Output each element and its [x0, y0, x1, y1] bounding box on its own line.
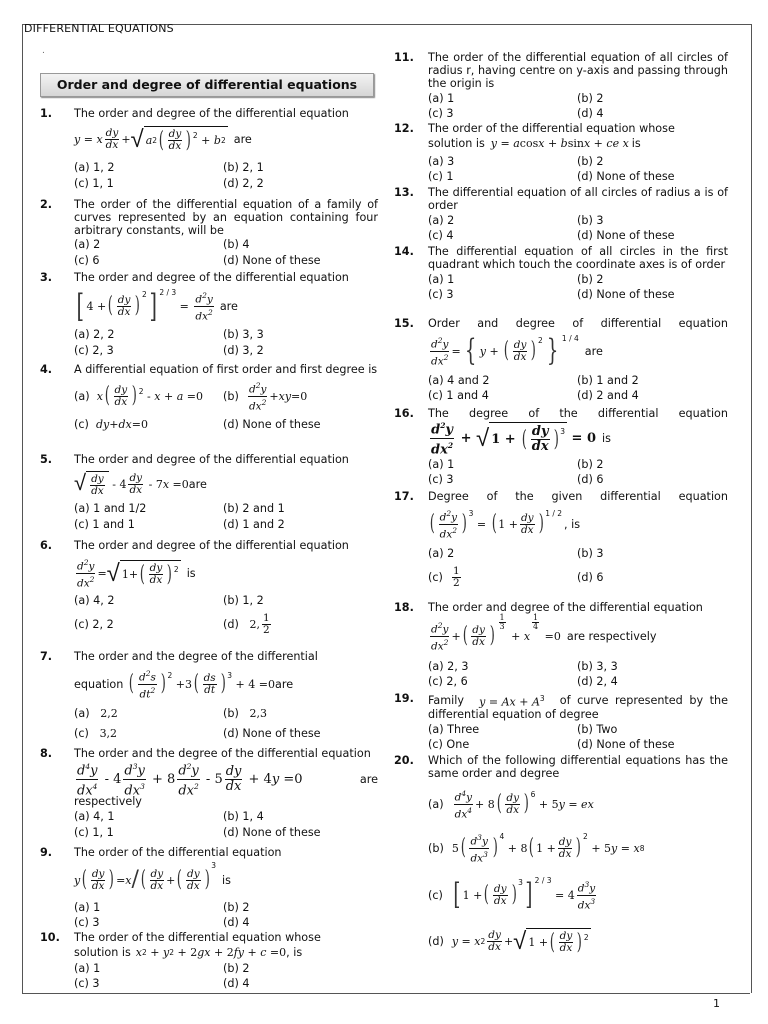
question-18 — [394, 601, 728, 688]
equation-suffix: are — [233, 132, 252, 146]
equation-suffix: , is — [564, 517, 581, 531]
option-b[interactable]: (b) 2,3 — [223, 707, 268, 720]
question-6 — [40, 539, 378, 637]
option-b[interactable]: (b) 2 — [223, 901, 250, 914]
option-b[interactable]: (b) 3, 3 — [577, 660, 618, 673]
option-c[interactable]: (c) 1, 1 — [74, 826, 114, 839]
question-text: The order of the differential equation of all circles of radius r, having centre on y-axis and passing through the origin is — [428, 51, 728, 90]
question-number: 13. — [394, 186, 414, 199]
option-c[interactable]: (c) 2, 2 — [74, 617, 114, 631]
equation-suffix: is — [631, 137, 641, 150]
equation: √ $\frac{dy}{dx}$ - 4 $\frac{dy}{dx}$ - 7 x =0 are — [74, 471, 207, 497]
question-19 — [394, 692, 728, 751]
equation: [ 4 + ( $\frac{dy}{dx}$ ) $^2$ ] $^{2 / 3}$ = $\frac{d^2y}{dx^2}$ are — [76, 287, 238, 325]
option-b[interactable]: (b) $\frac{d^2y}{dx^2}$ + xy =0 — [223, 381, 308, 412]
question-3 — [40, 271, 378, 357]
option-d[interactable]: (d) 2, 4 — [577, 675, 618, 688]
option-d[interactable]: (d) 2 and 4 — [577, 389, 639, 402]
equation: $\frac{d^2y}{dx^2}$ + ( $\frac{dy}{dx}$ ) $\frac{1}{3}$ + x $\frac{1}{4}$ =0 are respectively — [431, 613, 657, 652]
option-c[interactable]: (c) 2, 3 — [74, 344, 114, 357]
option-a[interactable]: (a) 1, 2 — [74, 161, 115, 174]
option-b[interactable]: (b) 3 — [577, 547, 604, 560]
question-text: The order and degree of the differential equation — [428, 601, 703, 614]
equation-suffix: are — [219, 299, 238, 313]
question-number: 18. — [394, 601, 414, 614]
equation-suffix: , is — [286, 945, 303, 959]
option-a[interactable]: (a) 4, 1 — [74, 810, 115, 823]
options — [74, 418, 378, 431]
options — [428, 214, 728, 242]
question-text: The order of the differential equation whose — [428, 122, 675, 135]
option-b[interactable]: (b) 3 — [577, 214, 604, 227]
option-b[interactable]: (b) 2 — [577, 458, 604, 471]
question-text: A differential equation of first order and first degree is — [74, 363, 378, 376]
equation: $\frac{d^4y}{dx^4}$ - 4 $\frac{d^3y}{dx^3}$ + 8 $\frac{d^2y}{dx^2}$ - 5 $\frac{dy}{dx}$ + 4 y =0 are — [77, 762, 378, 798]
option-d[interactable]: (d) 3, 2 — [223, 344, 264, 357]
question-number: 16. — [394, 407, 414, 420]
option-d[interactable]: (d) None of these — [577, 288, 675, 301]
option-b[interactable]: (b) 2 — [223, 962, 250, 975]
option-c[interactable]: (c) 2, 6 — [428, 675, 468, 688]
question-number: 11. — [394, 51, 414, 64]
question-text: differential equation of degree — [428, 708, 599, 721]
option-b[interactable]: (b) 2 and 1 — [223, 502, 285, 515]
question-number: 7. — [40, 650, 53, 663]
option-c[interactable]: (c) [ 1 + ( $\frac{dy}{dx}$ ) $^3$ ] $^{2 / 3}$ = 4 $\frac{d^3y}{dx^3}$ — [428, 876, 596, 912]
options — [428, 374, 728, 402]
question-text: The degree of the differential equation — [428, 407, 728, 420]
options — [74, 810, 378, 839]
equation: $\frac{d^2y}{dx^2}$ + √ 1 + ( $\frac{dy}{dx}$ ) $^3$ = 0 is — [431, 421, 611, 457]
option-c[interactable]: (c) 3 — [428, 107, 454, 120]
option-a[interactable]: (a) Three — [428, 723, 480, 736]
option-b[interactable]: (b) 2 — [577, 273, 604, 286]
question-11 — [394, 51, 728, 120]
question-number: 5. — [40, 453, 53, 466]
option-d[interactable]: (d) y = x 2 $\frac{dy}{dx}$ + √ 1 + ( $\frac{dy}{dx}$ ) $^2$ — [428, 927, 589, 955]
option-c[interactable]: (c) 1 and 1 — [74, 518, 135, 531]
option-d[interactable]: (d) None of these — [577, 738, 675, 751]
option-d[interactable]: (d) 6 — [577, 473, 604, 486]
option-a[interactable]: (a) 1 — [428, 273, 455, 286]
question-text: The order and the degree of the differential equation — [74, 747, 371, 760]
running-head: DIFFERENTIAL EQUATIONS — [24, 22, 174, 35]
option-a[interactable]: (a) 3 — [428, 155, 455, 168]
dot-mark: . — [42, 46, 45, 56]
options — [428, 92, 728, 120]
option-a[interactable]: (a) 1 and 1/2 — [74, 502, 147, 515]
question-number: 2. — [40, 198, 53, 211]
question-2 — [40, 198, 378, 267]
option-c[interactable]: (c) One — [428, 738, 470, 751]
question-text: The differential equation of all circles of radius a is of order — [428, 186, 728, 212]
equation: y = x $\frac{dy}{dx}$ + √ a 2 ( $\frac{dy}{dx}$ ) $^2$ + b 2 are — [74, 125, 252, 153]
options — [428, 660, 728, 688]
option-b[interactable]: (b) 1, 4 — [223, 810, 264, 823]
options — [74, 238, 378, 267]
option-d[interactable]: (d) 4 — [223, 977, 250, 990]
question-20 — [394, 754, 728, 962]
equation-suffix: are — [274, 677, 294, 691]
option-b[interactable]: (b) 1 and 2 — [577, 374, 639, 387]
option-a[interactable]: (a) 4 and 2 — [428, 374, 490, 387]
options — [428, 458, 728, 486]
options — [428, 563, 728, 591]
question-17 — [394, 490, 728, 591]
question-16 — [394, 407, 728, 486]
question-number: 9. — [40, 846, 53, 859]
option-d[interactable]: (d) 2, 2 — [223, 177, 264, 190]
option-c[interactable]: (c) 3 — [74, 916, 100, 929]
option-d[interactable]: (d) 6 — [577, 570, 604, 584]
equation: $\frac{d^2y}{dx^2}$ = { y + ( $\frac{dy}{dx}$ ) $^2$ } $^{1 / 4}$ are — [431, 333, 603, 368]
equation: $\frac{d^2y}{dx^2}$ = √ 1+ ( $\frac{dy}{dx}$ ) $^2$ is — [77, 558, 196, 589]
option-c[interactable]: (c) 1 — [428, 170, 454, 183]
equation-suffix: is — [602, 431, 611, 445]
equation-suffix: are respectively — [566, 629, 657, 643]
options — [74, 376, 378, 416]
question-14 — [394, 245, 728, 301]
question-text: The order and degree of the differential equation — [74, 453, 349, 466]
option-a[interactable]: (a) 1 — [428, 92, 455, 105]
question-number: 14. — [394, 245, 414, 258]
option-b[interactable]: (b) 4 — [223, 238, 250, 251]
question-5 — [40, 453, 378, 531]
equation-suffix: are — [188, 477, 207, 491]
equation: y ( $\frac{dy}{dx}$ ) = x / ( $\frac{dy}{dx}$ + ( $\frac{dy}{dx}$ ) $^3$ is — [74, 861, 231, 892]
question-7 — [40, 650, 378, 740]
option-c[interactable]: (c) 3 — [74, 977, 100, 990]
option-a[interactable]: (a) 1 — [74, 962, 101, 975]
option-b[interactable]: (b) 5 ( $\frac{d^3y}{dx^3}$ ) $^4$ + 8 ( 1 + $\frac{dy}{dx}$ ) $^2$ + 5 y = x 8 — [428, 832, 645, 864]
page-number: 1 — [713, 997, 720, 1010]
option-d[interactable]: (d) 4 — [577, 107, 604, 120]
option-c[interactable]: (c) 3 — [428, 473, 454, 486]
question-text: The order and degree of the differential equation — [74, 107, 349, 120]
question-text: The order and degree of the differential equation — [74, 271, 349, 284]
options — [74, 962, 378, 990]
option-a[interactable]: (a) 2,2 — [74, 707, 118, 720]
option-a[interactable]: (a) 1 — [74, 901, 101, 914]
equation: solution is y = a cos x + b sin x + ce x is — [428, 137, 641, 150]
question-8 — [40, 747, 378, 839]
question-number: 1. — [40, 107, 53, 120]
question-number: 3. — [40, 271, 53, 284]
option-d[interactable]: (d) 4 — [223, 916, 250, 929]
option-b[interactable]: (b) Two — [577, 723, 618, 736]
option-d[interactable]: (d) None of these — [223, 254, 321, 267]
footer-rule — [22, 993, 750, 994]
option-d[interactable]: (d) 1 and 2 — [223, 518, 285, 531]
option-a[interactable]: (a) $\frac{d^4y}{dx^4}$ + 8 ( $\frac{dy}{dx}$ ) $^6$ + 5 y = e x — [428, 789, 594, 820]
question-number: 17. — [394, 490, 414, 503]
equation-suffix: are — [584, 344, 603, 358]
option-b[interactable]: (b) 2 — [577, 92, 604, 105]
question-number: 8. — [40, 747, 53, 760]
option-c[interactable]: (c) 4 — [428, 229, 454, 242]
question-12 — [394, 122, 728, 183]
option-d[interactable]: (d) None of these — [577, 170, 675, 183]
question-text: The order of the differential equation whose — [74, 931, 321, 944]
question-number: 6. — [40, 539, 53, 552]
option-b[interactable]: (b) 3, 3 — [223, 328, 264, 341]
question-number: 4. — [40, 363, 53, 376]
option-c[interactable]: (c) dy+dx=0 — [74, 418, 148, 431]
question-9 — [40, 846, 378, 929]
question-text: The differential equation of all circles in the first quadrant which touch the coordinate axes is of order — [428, 245, 728, 271]
option-c[interactable]: (c) $\frac{1}{2}$ — [428, 564, 460, 589]
options — [428, 155, 728, 183]
options — [74, 502, 378, 531]
section-title: Order and degree of differential equations — [40, 73, 374, 97]
option-c[interactable]: (c) 3,2 — [74, 727, 118, 740]
option-d[interactable]: (d) None of these — [577, 229, 675, 242]
option-d[interactable]: (d) None of these — [223, 826, 321, 839]
option-a[interactable]: (a) 2 — [74, 238, 101, 251]
option-d[interactable]: (d) None of these — [223, 727, 321, 740]
option-a[interactable]: (a) 2 — [428, 547, 455, 560]
question-text: The order of the differential equation of a family of curves represented by an equation containing four arbitrary constants, will be — [74, 198, 378, 237]
question-text-2: respectively — [74, 795, 142, 808]
option-a[interactable]: (a) 2, 3 — [428, 660, 469, 673]
option-c[interactable]: (c) 3 — [428, 288, 454, 301]
option-d[interactable]: (d) None of these — [223, 418, 321, 431]
equation: equation ( $\frac{d^2s}{dt^2}$ ) $^2$ +3 ( $\frac{ds}{dt}$ ) $^3$ + 4 =0 are — [74, 669, 294, 700]
options — [74, 611, 378, 637]
options — [74, 594, 378, 607]
option-a[interactable]: (a) 2, 2 — [74, 328, 115, 341]
options — [428, 547, 728, 560]
equation-suffix: is — [186, 566, 196, 580]
options — [74, 161, 378, 190]
options — [74, 328, 378, 357]
options — [74, 707, 378, 740]
equation: ( $\frac{d^2y}{dx^2}$ ) $^3$ = ( 1 + $\frac{dy}{dx}$ ) $^{1 / 2}$ , is — [429, 509, 581, 540]
option-c[interactable]: (c) 6 — [74, 254, 100, 267]
option-c[interactable]: (c) 1 and 4 — [428, 389, 489, 402]
question-10 — [40, 931, 378, 990]
question-text: Degree of the given differential equation — [428, 490, 728, 503]
question-text: Order and degree of differential equation — [428, 317, 728, 330]
question-text: The order and the degree of the differential — [74, 650, 318, 663]
question-4 — [40, 363, 378, 431]
option-b[interactable]: (b) 2 — [577, 155, 604, 168]
option-b[interactable]: (b) 1, 2 — [223, 594, 264, 607]
option-c[interactable]: (c) 1, 1 — [74, 177, 114, 190]
question-1 — [40, 107, 378, 190]
question-number: 20. — [394, 754, 414, 767]
question-number: 15. — [394, 317, 414, 330]
question-text: The order and degree of the differential equation — [74, 539, 349, 552]
question-number: 10. — [40, 931, 60, 944]
equation-suffix: is — [222, 873, 231, 887]
equation: solution is x 2 + y 2 + 2 gx + 2 fy + c =0 , is — [74, 945, 303, 959]
option-a[interactable]: (a) 4, 2 — [74, 594, 115, 607]
option-a[interactable]: (a) 1 — [428, 458, 455, 471]
option-a[interactable]: (a) x ( $\frac{dy}{dx}$ ) $^2$ - x + a =0 — [74, 383, 203, 408]
options — [428, 273, 728, 301]
question-number: 12. — [394, 122, 414, 135]
question-text: The order of the differential equation — [74, 846, 282, 859]
option-a[interactable]: (a) 2 — [428, 214, 455, 227]
equation-suffix: are — [359, 772, 378, 786]
option-b[interactable]: (b) 2, 1 — [223, 161, 264, 174]
option-d[interactable]: (d) 2, $\frac{1}{2}$ — [223, 611, 270, 636]
equation: Family $y = Ax + A^3$ of curve represented by the — [428, 693, 728, 709]
question-number: 19. — [394, 692, 414, 705]
options — [428, 723, 728, 751]
question-13 — [394, 186, 728, 242]
question-text: Which of the following differential equations has the same order and degree — [428, 754, 728, 780]
options — [74, 901, 378, 929]
question-15 — [394, 317, 728, 402]
